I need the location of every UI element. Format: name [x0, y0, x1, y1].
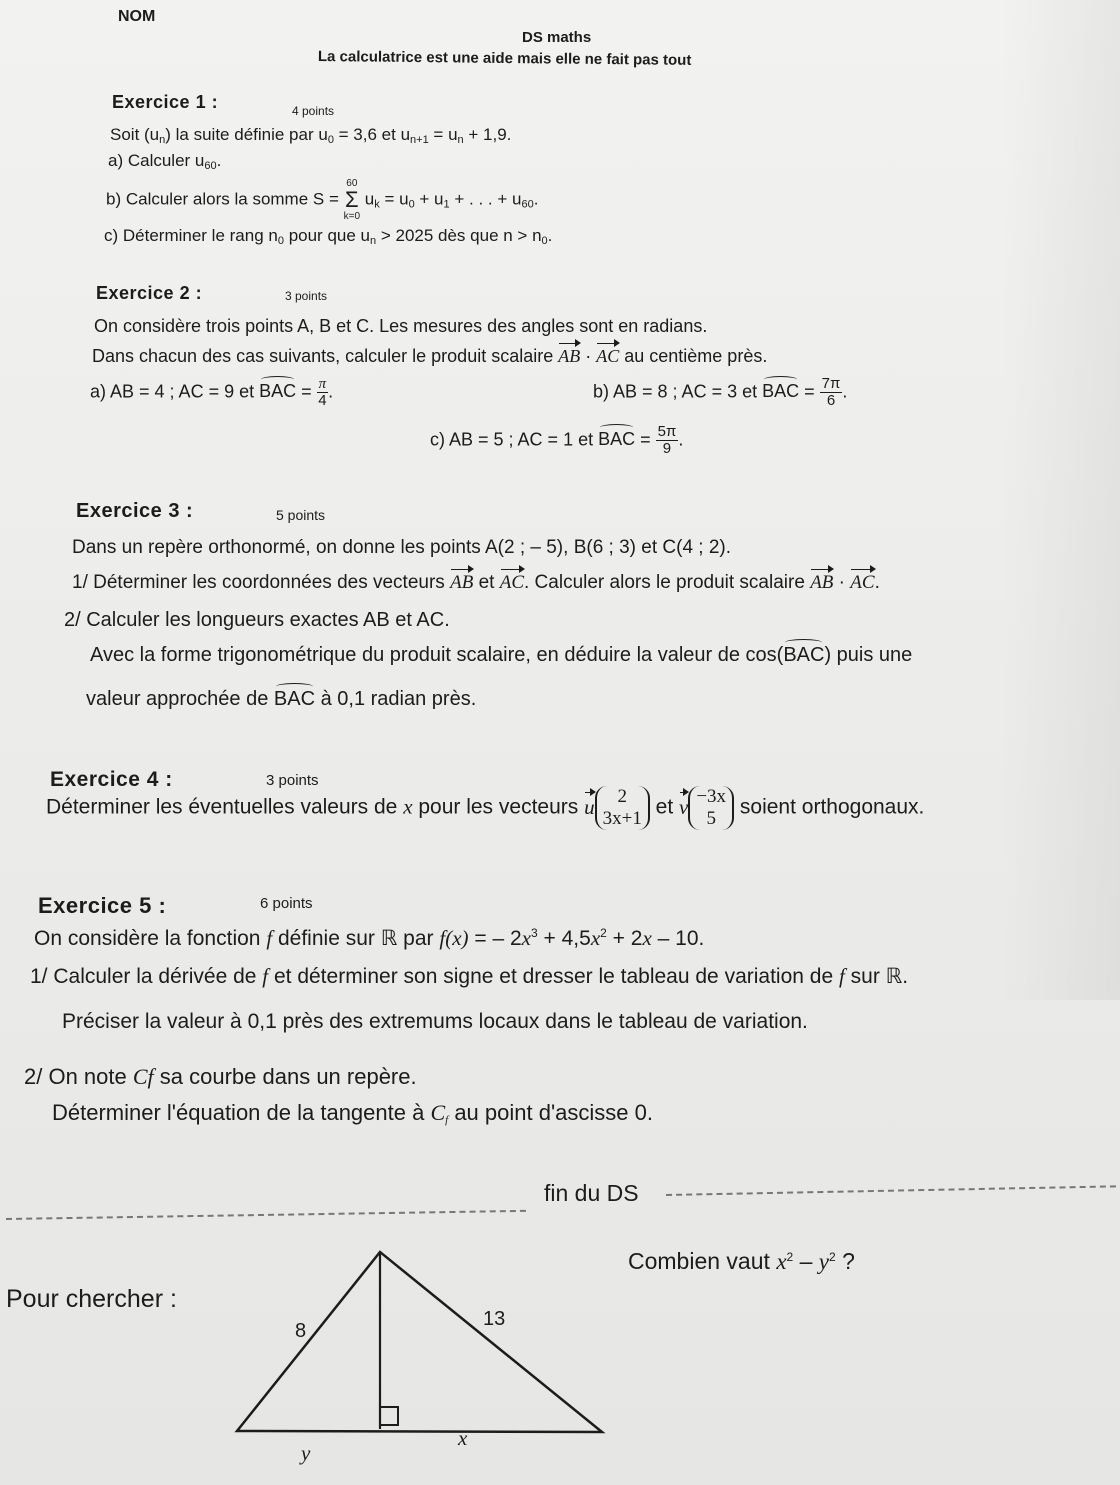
side-label-8: 8	[295, 1320, 307, 1342]
vector-u-matrix: 2 3x+1	[595, 786, 650, 830]
exercise-text: Soit $(u_n)$ la suite définie par $u_0 = 3,6$ et $u_{n+1} = u_n + 1,9$.	[110, 125, 512, 146]
question-2-cont: Avec la forme trigonométrique du produit scalaire, en déduire la valeur de cos(BAC) puis une	[90, 644, 913, 666]
exercise-text: Dans chacun des cas suivants, calculer le produit scalaire AB · AC au centième près.	[92, 346, 768, 366]
question-2-cont: Déterminer l'équation de la tangente à $C_f$ au point d'ascisse 0.	[52, 1100, 653, 1126]
case-c: c) AB = 5 ; AC = 1 et BAC = $\frac{5\pi}{9}$ .	[430, 423, 684, 457]
exercise-text: On considère la fonction f définie sur ℝ par f(x) = – $2x^3 + 4,5x^2 + 2x - 10$.	[34, 926, 705, 950]
question-a: a) Calculer $u_{60}$.	[108, 151, 222, 172]
exercise-title: Exercice 4 :	[50, 768, 173, 791]
segment-label-y: y	[301, 1441, 311, 1465]
case-b: b) AB = 8 ; AC = 3 et BAC = $\frac{7\pi}{6}$ .	[593, 375, 848, 409]
case-a: a) AB = 4 ; AC = 9 et BAC = $\frac{\pi}{4}$ .	[90, 376, 334, 409]
question-c: c) Déterminer le rang $n_0$ pour que $u_n > 2025$ dès que $n > n_0$.	[104, 226, 553, 247]
end-separator-right	[666, 1185, 1116, 1196]
page-title: DS maths	[522, 29, 592, 46]
question-b: b) Calculer alors la somme S = 60 Σ k=0 $u_k = u_0 + u_1$ + . . . + $u_{60}$.	[106, 178, 539, 222]
triangle	[237, 1252, 602, 1432]
exercise-points: 3 points	[285, 289, 328, 303]
page-shadow	[1000, 0, 1120, 1000]
question-2-end: valeur approchée de BAC à 0,1 radian près.	[86, 688, 477, 710]
exercise-points: 4 points	[292, 104, 335, 118]
question-1-cont: Préciser la valeur à 0,1 près des extremums locaux dans le tableau de variation.	[62, 1010, 808, 1033]
exercise-text: Dans un repère orthonormé, on donne les points A(2 ; – 5), B(6 ; 3) et C(4 ; 2).	[72, 537, 732, 558]
question-2: 2/ Calculer les longueurs exactes AB et AC.	[64, 609, 450, 631]
segment-label-x: x	[458, 1426, 468, 1450]
exercise-points: 6 points	[260, 895, 313, 912]
triangle-figure	[225, 1245, 615, 1475]
sum-symbol: 60 Σ k=0	[343, 178, 361, 222]
vector-v-matrix: −3x 5	[688, 786, 734, 830]
exercise-text: Déterminer les éventuelles valeurs de x pour les vecteurs u 2 3x+1 et v −3x 5 soient orthogonaux.	[46, 786, 925, 829]
question-1: 1/ Déterminer les coordonnées des vecteurs AB et AC. Calculer alors le produit scalaire AB · AC.	[72, 572, 880, 593]
end-label: fin du DS	[544, 1180, 639, 1206]
exercise-points: 5 points	[276, 507, 326, 523]
side-label-13: 13	[483, 1308, 506, 1330]
bonus-question: Combien vaut $x^2 - y^2$ ?	[628, 1248, 855, 1274]
question-2: 2/ On note Cf sa courbe dans un repère.	[24, 1064, 417, 1089]
exercise-text: On considère trois points A, B et C. Les mesures des angles sont en radians.	[94, 316, 708, 336]
exercise-title: Exercice 3 :	[76, 500, 194, 522]
page-subtitle: La calculatrice est une aide mais elle ne fait pas tout	[317, 48, 692, 69]
exercise-points: 3 points	[266, 772, 319, 789]
right-angle-mark	[380, 1407, 398, 1425]
exercise-title: Exercice 5 :	[38, 893, 167, 918]
exercise-title: Exercice 2 :	[96, 283, 203, 303]
bonus-label: Pour chercher :	[6, 1285, 177, 1313]
question-1: 1/ Calculer la dérivée de f et déterminer son signe et dresser le tableau de variation de f sur ℝ.	[30, 964, 909, 988]
name-label: NOM	[118, 8, 156, 25]
exercise-title: Exercice 1 :	[112, 92, 219, 112]
end-separator-left	[6, 1210, 526, 1220]
